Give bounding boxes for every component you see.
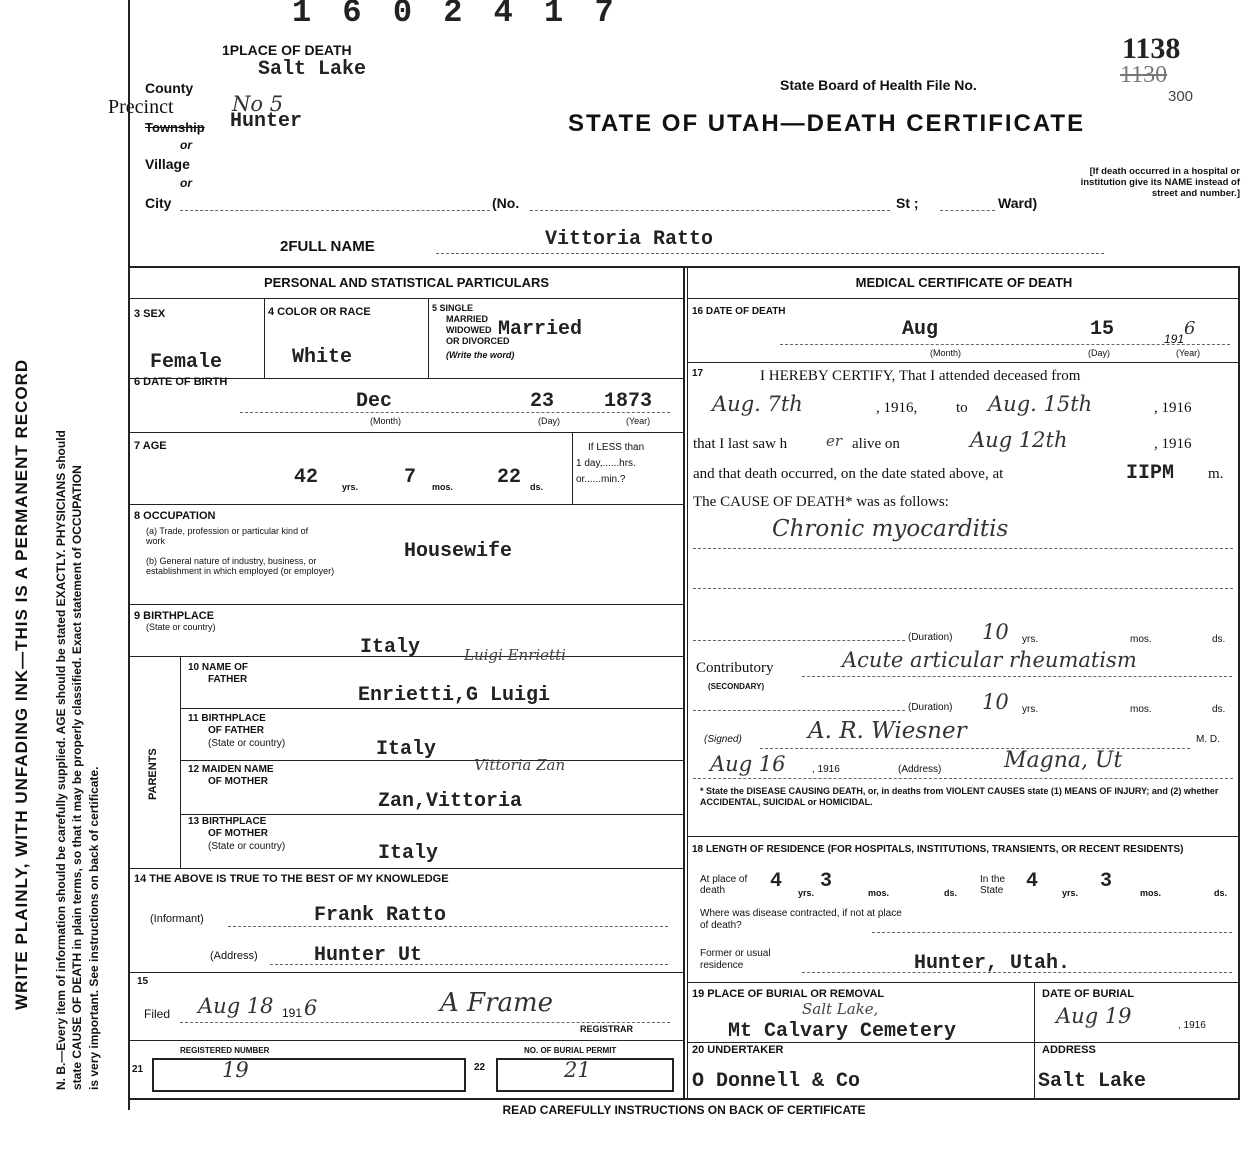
- mother-label: 12 MAIDEN NAME: [188, 764, 274, 775]
- medical-heading: MEDICAL CERTIFICATE OF DEATH: [855, 275, 1073, 290]
- county-label: County: [145, 80, 194, 96]
- sex-value: Female: [150, 351, 223, 374]
- dod-day-lbl: (Day): [1088, 348, 1110, 358]
- mother-bp-label: 13 BIRTHPLACE: [188, 816, 267, 827]
- city-label: City: [145, 195, 172, 211]
- permit-label: NO. OF BURIAL PERMIT: [524, 1046, 617, 1055]
- precinct-value: No 5: [232, 92, 284, 116]
- attended-to: Aug. 15th: [988, 392, 1093, 416]
- margin-warning: WRITE PLAINLY, WITH UNFADING INK—THIS IS A PERMANENT RECORD: [12, 358, 31, 1010]
- attended-from: Aug. 7th: [712, 392, 803, 416]
- filed-year-prefix: 191: [282, 1006, 303, 1020]
- last-saw-year: , 1916: [1154, 436, 1192, 452]
- duration-1-yrs: yrs.: [1022, 634, 1039, 645]
- place-ds-lbl: ds.: [944, 888, 958, 898]
- phys-address-label: (Address): [898, 764, 942, 775]
- sex-label: 3 SEX: [134, 308, 166, 320]
- mother-bp-sub: (State or country): [208, 841, 286, 852]
- state-ds-lbl: ds.: [1214, 888, 1228, 898]
- margin-note-2: state CAUSE OF DEATH in plain terms, so that it may be properly classified. Exact statement of OCCUPATION: [70, 465, 84, 1090]
- state-yrs: 4: [1026, 870, 1039, 893]
- duration-1: 10: [982, 620, 1009, 644]
- age-less-3: or......min.?: [576, 474, 626, 485]
- place-yrs-lbl: yrs.: [798, 888, 815, 898]
- cert-num: 17: [692, 368, 704, 379]
- at-place-label: At place of death: [700, 874, 748, 896]
- duration-1-mos: mos.: [1130, 634, 1152, 645]
- dod-month-lbl: (Month): [930, 348, 962, 358]
- st-label: St ;: [896, 195, 919, 211]
- full-name-value: Vittoria Ratto: [545, 228, 714, 251]
- informant-address-label: (Address): [210, 950, 258, 962]
- marital-label-4: OR DIVORCED: [446, 336, 510, 346]
- m-label: m.: [1208, 466, 1224, 482]
- occupation-label: 8 OCCUPATION: [134, 510, 216, 522]
- dob-day: 23: [530, 390, 555, 413]
- duration-2: 10: [982, 690, 1009, 714]
- father-value: Enrietti,G Luigi: [358, 684, 551, 707]
- age-less-2: 1 day,......hrs.: [576, 458, 636, 469]
- permit-value: 21: [564, 1058, 591, 1082]
- certificate-title: STATE OF UTAH—DEATH CERTIFICATE: [568, 110, 1086, 137]
- filed-label: Filed: [144, 1007, 171, 1021]
- physician-signature: A. R. Wiesner: [808, 718, 967, 744]
- alive-on: alive on: [852, 436, 900, 452]
- age-ds: 22: [497, 466, 522, 489]
- county-value: Salt Lake: [258, 58, 367, 81]
- parents-label: PARENTS: [147, 748, 159, 800]
- dob-month-lbl: (Month): [370, 416, 402, 426]
- secondary-label: (SECONDARY): [708, 682, 765, 691]
- place-mos-lbl: mos.: [868, 888, 890, 898]
- ward-label: Ward): [998, 195, 1038, 211]
- registrar-signature: A Frame: [440, 988, 554, 1018]
- dob-label: 6 DATE OF BIRTH: [134, 376, 228, 388]
- state-mos-lbl: mos.: [1140, 888, 1162, 898]
- contributory-cause: Acute articular rheumatism: [842, 648, 1137, 672]
- footnote: * State the DISEASE CAUSING DEATH, or, in deaths from VIOLENT CAUSES state (1) MEANS OF INJURY; and (2) whether ACCIDENTAL, SUICIDAL or HOMICIDAL.: [700, 786, 1219, 807]
- dod-year: 6: [1184, 318, 1196, 339]
- informant-address: Hunter Ut: [314, 944, 423, 967]
- father-bp-sub: (State or country): [208, 738, 286, 749]
- attended-from-year: , 1916,: [876, 400, 918, 416]
- undertaker-label: 20 UNDERTAKER: [692, 1044, 784, 1056]
- file-number: 1138: [1122, 32, 1181, 65]
- occupation-b: (b) General nature of industry, business, or establishment in which employed (or employer): [146, 556, 335, 576]
- marital-label-3: WIDOWED: [446, 325, 492, 335]
- dod-year-prefix: 191: [1164, 332, 1185, 346]
- reg-number-idx: 21: [132, 1064, 144, 1075]
- dob-year-lbl: (Year): [626, 416, 651, 426]
- certificate-number: 1 6 0 2 4 1 7: [292, 0, 620, 31]
- or-1: or: [180, 138, 192, 152]
- md-label: M. D.: [1196, 734, 1220, 745]
- registrar-label: REGISTRAR: [580, 1024, 634, 1034]
- burial-date: Aug 19: [1056, 1004, 1132, 1028]
- residence-label: 18 LENGTH OF RESIDENCE (FOR HOSPITALS, INSTITUTIONS, TRANSIENTS, OR RECENT RESIDENTS): [692, 844, 1184, 855]
- township-label: Township: [145, 120, 205, 135]
- marital-label-5: (Write the word): [446, 350, 515, 360]
- father-bp-label: 11 BIRTHPLACE: [188, 713, 266, 724]
- place-yrs: 4: [770, 870, 783, 893]
- file-number-struck: 1130: [1120, 62, 1168, 88]
- age-less-1: If LESS than: [588, 442, 645, 453]
- township-value: Hunter: [230, 110, 303, 133]
- reg-number-box: [152, 1058, 466, 1092]
- filed-num: 15: [137, 976, 149, 987]
- duration-2-ds: ds.: [1212, 704, 1226, 715]
- race-label: 4 COLOR OR RACE: [268, 306, 371, 318]
- race-value: White: [292, 346, 353, 369]
- burial-place-1: Salt Lake,: [802, 1000, 879, 1018]
- state-mos: 3: [1100, 870, 1113, 893]
- to-label: to: [956, 400, 968, 416]
- where-contracted-label: Where was disease contracted, if not at place of death?: [700, 908, 902, 931]
- last-saw-date: Aug 12th: [970, 428, 1068, 452]
- cause-of-death: Chronic myocarditis: [772, 516, 1009, 542]
- physician-address: Magna, Ut: [1004, 748, 1123, 773]
- place-heading: 1PLACE OF DEATH: [222, 42, 352, 58]
- age-yrs: 42: [294, 466, 319, 489]
- signed-date: Aug 16: [710, 752, 786, 776]
- true-statement: 14 THE ABOVE IS TRUE TO THE BEST OF MY KNOWLEDGE: [134, 873, 449, 885]
- former-residence: Hunter, Utah.: [914, 952, 1071, 975]
- duration-label-2: (Duration): [908, 702, 953, 713]
- dob-month: Dec: [356, 390, 393, 413]
- marital-label-2: MARRIED: [446, 314, 488, 324]
- duration-label-1: (Duration): [908, 632, 953, 643]
- margin-note-1: N. B.—Every item of information should be carefully supplied. AGE should be stated EXACTLY. PHYSICIANS should: [54, 430, 68, 1090]
- mother-note: Vittoria Zan: [474, 756, 566, 774]
- occupation-value: Housewife: [404, 540, 513, 563]
- father-label: 10 NAME OF: [188, 662, 249, 673]
- reg-number-value: 19: [222, 1058, 249, 1082]
- mother-bp-value: Italy: [378, 842, 439, 865]
- burial-date-label: DATE OF BURIAL: [1042, 988, 1135, 1000]
- footer-instructions: READ CAREFULLY INSTRUCTIONS ON BACK OF CERTIFICATE: [502, 1103, 866, 1117]
- informant-label: (Informant): [150, 913, 204, 925]
- state-yrs-lbl: yrs.: [1062, 888, 1079, 898]
- reg-number-label: REGISTERED NUMBER: [180, 1046, 270, 1055]
- contributory-label: Contributory: [696, 660, 774, 676]
- informant-value: Frank Ratto: [314, 904, 447, 927]
- age-yrs-lbl: yrs.: [342, 482, 359, 492]
- father-label-2: FATHER: [208, 674, 248, 685]
- marital-label-1: 5 SINGLE: [432, 303, 474, 313]
- age-label: 7 AGE: [134, 440, 167, 452]
- age-mos: 7: [404, 466, 417, 489]
- last-saw-her: er: [826, 432, 843, 450]
- signed-label: (Signed): [704, 734, 742, 745]
- age-ds-lbl: ds.: [530, 482, 544, 492]
- duration-2-mos: mos.: [1130, 704, 1152, 715]
- full-name-label: 2FULL NAME: [280, 238, 375, 255]
- age-mos-lbl: mos.: [432, 482, 454, 492]
- time-of-death: IIPM: [1126, 462, 1175, 485]
- mother-label-2: OF MOTHER: [208, 776, 268, 787]
- dod-day: 15: [1090, 318, 1115, 341]
- dod-month: Aug: [902, 318, 939, 341]
- precinct-label: Precinct: [108, 96, 174, 118]
- burial-place-label: 19 PLACE OF BURIAL OR REMOVAL: [692, 988, 885, 1000]
- occupation-a: (a) Trade, profession or particular kind of work: [146, 526, 309, 546]
- former-residence-label: Former or usual residence: [700, 948, 771, 971]
- personal-heading: PERSONAL AND STATISTICAL PARTICULARS: [263, 275, 550, 290]
- dod-label: 16 DATE OF DEATH: [692, 306, 786, 317]
- undertaker-address: Salt Lake: [1038, 1070, 1147, 1093]
- filed-year: 6: [304, 996, 318, 1020]
- no-label: (No.: [492, 195, 520, 211]
- duration-1-ds: ds.: [1212, 634, 1226, 645]
- village-label: Village: [145, 156, 190, 172]
- dob-year: 1873: [604, 390, 653, 413]
- file-sub: 300: [1168, 88, 1194, 105]
- marital-value: Married: [498, 318, 583, 341]
- death-occurred: and that death occurred, on the date stated above, at: [693, 466, 1004, 482]
- birthplace-label: 9 BIRTHPLACE: [134, 610, 215, 622]
- signed-year: , 1916: [812, 764, 840, 775]
- mother-bp-label-2: OF MOTHER: [208, 828, 268, 839]
- burial-place-2: Mt Calvary Cemetery: [728, 1020, 957, 1043]
- dod-year-lbl: (Year): [1176, 348, 1201, 358]
- attended-to-year: , 1916: [1154, 400, 1192, 416]
- birthplace-sub: (State or country): [146, 622, 216, 632]
- permit-idx: 22: [474, 1062, 486, 1073]
- last-saw-text: that I last saw h: [693, 436, 788, 452]
- mother-value: Zan,Vittoria: [378, 790, 523, 813]
- birthplace-value: Italy: [360, 636, 421, 659]
- margin-note-3: is very important. See instructions on back of certificate.: [87, 766, 101, 1090]
- father-bp-label-2: OF FATHER: [208, 725, 264, 736]
- hospital-note: [If death occurred in a hospital or institution give its NAME instead of street and number.]: [1080, 166, 1240, 199]
- dob-day-lbl: (Day): [538, 416, 560, 426]
- or-2: or: [180, 176, 192, 190]
- cert-text: I HEREBY CERTIFY, That I attended deceased from: [760, 368, 1081, 384]
- burial-year: , 1916: [1178, 1020, 1206, 1031]
- father-bp-value: Italy: [376, 738, 437, 761]
- filed-date: Aug 18: [198, 994, 274, 1018]
- undertaker-address-label: ADDRESS: [1042, 1044, 1096, 1056]
- file-label: State Board of Health File No.: [780, 77, 977, 93]
- father-note: Luigi Enrietti: [464, 646, 566, 664]
- undertaker-value: O Donnell & Co: [692, 1070, 861, 1093]
- duration-2-yrs: yrs.: [1022, 704, 1039, 715]
- cause-label: The CAUSE OF DEATH* was as follows:: [693, 494, 949, 510]
- place-mos: 3: [820, 870, 833, 893]
- in-state-label: In the State: [980, 874, 1006, 896]
